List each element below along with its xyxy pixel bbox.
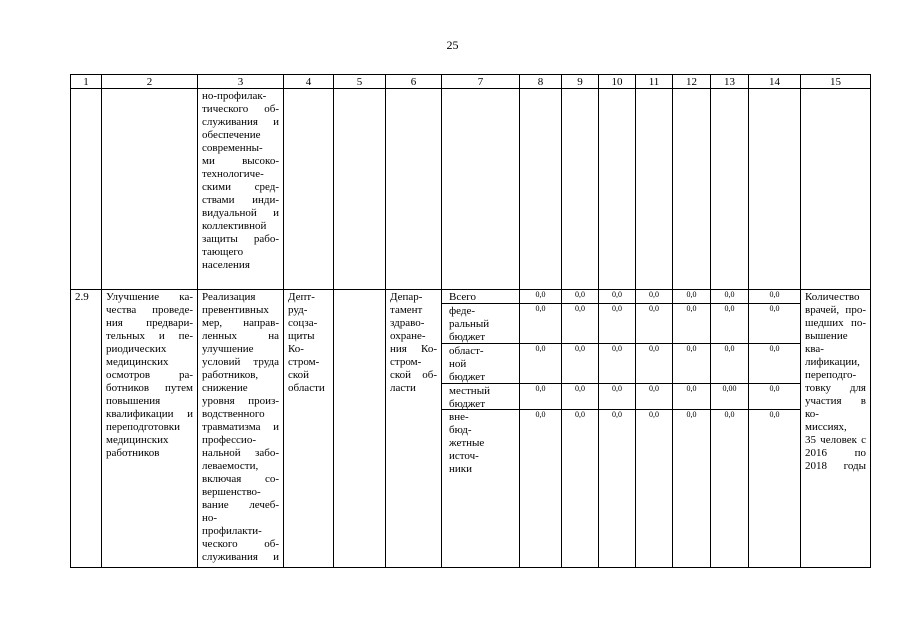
measure-line: улучшение <box>202 343 254 355</box>
task-description <box>102 290 198 568</box>
column-number: 9 <box>562 75 599 89</box>
task-line: переподготовки <box>106 421 180 433</box>
funding-source-label <box>442 384 519 410</box>
measure-text-line: ствами инди- <box>202 194 279 206</box>
funding-value: 0,0 <box>520 384 561 410</box>
funding-value: 0,0 <box>749 290 800 304</box>
source-line: Всего <box>449 291 476 303</box>
task-line: ботников путем <box>106 382 193 394</box>
source-line: бюд- <box>449 424 472 436</box>
funding-value: 0,0 <box>599 344 635 384</box>
funding-sources <box>442 290 520 568</box>
column-number: 4 <box>284 75 334 89</box>
funding-value: 0,0 <box>711 344 748 384</box>
executor-2-line: ской об- <box>390 369 437 381</box>
funding-value: 0,0 <box>673 304 710 344</box>
measure-description <box>198 290 284 568</box>
indicator-line: миссиях, <box>805 421 847 433</box>
indicator-line: вышение ква- <box>805 330 848 355</box>
task-line: осмотров ра- <box>106 369 193 381</box>
funding-value: 0,0 <box>673 290 710 304</box>
indicator-line: товку для <box>805 382 866 394</box>
measure-line: служивания и <box>202 551 279 563</box>
funding-values-col <box>711 290 749 568</box>
executor-2-line: здраво- <box>390 317 425 329</box>
empty-cell <box>334 290 386 568</box>
funding-value: 0,0 <box>599 304 635 344</box>
funding-value: 0,0 <box>749 344 800 384</box>
measure-line: профилакти- <box>202 525 262 537</box>
page-number: 25 <box>446 38 459 52</box>
funding-values-col <box>520 290 562 568</box>
task-line: работников <box>106 447 160 459</box>
measure-text-line: тического об- <box>202 103 279 115</box>
source-line: област- <box>449 345 484 357</box>
executor-1-line: соцза- <box>288 317 318 329</box>
column-number: 6 <box>386 75 442 89</box>
executor-1-line: руд- <box>288 304 308 316</box>
column-number-row <box>71 75 871 89</box>
executor-1-line: области <box>288 382 325 394</box>
program-table <box>70 74 871 568</box>
measure-text-line: технологиче- <box>202 168 264 180</box>
task-line: тельных и пе- <box>106 330 193 342</box>
funding-value: 0,0 <box>673 344 710 384</box>
funding-value: 0,0 <box>520 304 561 344</box>
funding-value: 0,0 <box>520 344 561 384</box>
measure-line: мер, направ- <box>202 317 279 329</box>
source-line: источ- <box>449 450 479 462</box>
source-line: вне- <box>449 411 469 423</box>
executor-1-line: ской <box>288 369 310 381</box>
executor-2-line: ласти <box>390 382 416 394</box>
indicator-line: Количество <box>805 291 860 303</box>
measure-line: но- <box>202 512 218 524</box>
measure-line: снижение <box>202 382 248 394</box>
indicator-line: 2016 по <box>805 447 866 459</box>
executor-2-line: охране- <box>390 330 426 342</box>
measure-text-line: современны- <box>202 142 263 154</box>
source-line: ники <box>449 463 473 475</box>
funding-source-label <box>442 344 519 384</box>
funding-source-label <box>442 410 519 567</box>
indicator-description <box>801 290 871 568</box>
measure-line: травматизма и <box>202 421 279 433</box>
funding-value: 0,0 <box>535 410 546 419</box>
column-number: 10 <box>599 75 636 89</box>
executor-1-line: щиты <box>288 330 315 342</box>
row-number: 2.9 <box>71 290 102 568</box>
funding-value: 0,0 <box>636 344 672 384</box>
measure-line: уровня произ- <box>202 395 279 407</box>
funding-value: 0,00 <box>711 384 748 410</box>
task-line: медицинских <box>106 434 169 446</box>
funding-values-col <box>749 290 801 568</box>
column-number: 7 <box>442 75 520 89</box>
measure-line: профессио- <box>202 434 256 446</box>
source-line: бюджет <box>449 371 485 383</box>
funding-value: 0,0 <box>562 384 598 410</box>
executor-1-line: Ко- <box>288 343 304 355</box>
indicator-line: переподго- <box>805 369 857 381</box>
indicator-line: шедших по- <box>805 317 866 329</box>
column-number: 13 <box>711 75 749 89</box>
funding-value: 0,0 <box>599 290 635 304</box>
task-line: медицинских <box>106 356 169 368</box>
indicator-line: участия в ко- <box>805 395 866 420</box>
measure-text-line: тающего <box>202 246 244 258</box>
indicator-line: 35 человек с <box>805 434 866 446</box>
measure-line: включая со- <box>202 473 279 485</box>
funding-value: 0,0 <box>636 384 672 410</box>
continuation-measure-text <box>198 89 284 290</box>
column-number: 8 <box>520 75 562 89</box>
measure-line: леваемости, <box>202 460 259 472</box>
task-line: риодических <box>106 343 167 355</box>
measure-text-line: видуальной и <box>202 207 279 219</box>
measure-line: вание лечеб- <box>202 499 279 511</box>
measure-line: нальной забо- <box>202 447 279 459</box>
column-number: 5 <box>334 75 386 89</box>
measure-line: ленных на <box>202 330 279 342</box>
measure-line: условий труда <box>202 356 279 368</box>
funding-value: 0,0 <box>520 290 561 304</box>
funding-values-col <box>636 290 673 568</box>
measure-text-line: служивания и <box>202 116 279 128</box>
measure-text-line: коллективной <box>202 220 267 232</box>
funding-value: 0,0 <box>562 290 598 304</box>
table-row-2-9 <box>71 290 871 568</box>
column-number: 15 <box>801 75 871 89</box>
executor-1 <box>284 290 334 568</box>
funding-value: 0,0 <box>636 290 672 304</box>
measure-text-line: скими сред- <box>202 181 279 193</box>
funding-value: 0,0 <box>649 410 659 419</box>
column-number: 12 <box>673 75 711 89</box>
measure-line: работников, <box>202 369 259 381</box>
executor-1-line: стром- <box>288 356 320 368</box>
measure-text-line: обеспечение <box>202 129 261 141</box>
indicator-line: 2018 годы <box>805 460 866 472</box>
source-line: бюджет <box>449 331 485 343</box>
column-number: 1 <box>71 75 102 89</box>
executor-2 <box>386 290 442 568</box>
task-line: ния предвари- <box>106 317 193 329</box>
executor-2-line: ния Ко- <box>390 343 437 355</box>
funding-value: 0,0 <box>562 344 598 384</box>
column-number: 3 <box>198 75 284 89</box>
task-line: чества проведе- <box>106 304 193 316</box>
funding-source-label <box>442 290 519 304</box>
funding-value: 0,0 <box>711 290 748 304</box>
measure-text-line: защиты рабо- <box>202 233 279 245</box>
measure-text-line: населения <box>202 259 250 271</box>
funding-value: 0,0 <box>562 304 598 344</box>
funding-value: 0,0 <box>636 304 672 344</box>
executor-1-line: Депт- <box>288 291 315 303</box>
source-line: бюджет <box>449 398 485 410</box>
executor-2-line: тамент <box>390 304 423 316</box>
funding-source-label <box>442 304 519 344</box>
funding-values-col <box>599 290 636 568</box>
measure-line: превентивных <box>202 304 269 316</box>
measure-line: Реализация <box>202 291 256 303</box>
task-line: квалификации и <box>106 408 193 420</box>
column-number: 11 <box>636 75 673 89</box>
funding-value: 0,0 <box>686 410 697 419</box>
funding-value: 0,0 <box>769 410 780 419</box>
source-line: ной <box>449 358 467 370</box>
measure-text-line: ми высоко- <box>202 155 279 167</box>
funding-values-col <box>562 290 599 568</box>
funding-value: 0,0 <box>612 410 622 419</box>
indicator-line: лификации, <box>805 356 860 368</box>
source-line: жетные <box>449 437 485 449</box>
measure-line: ческого об- <box>202 538 279 550</box>
funding-value: 0,0 <box>749 304 800 344</box>
task-line: повышения <box>106 395 161 407</box>
column-number: 2 <box>102 75 198 89</box>
source-line: ральный <box>449 318 490 330</box>
executor-2-line: Депар- <box>390 291 423 303</box>
source-line: феде- <box>449 305 476 317</box>
funding-value: 0,0 <box>673 384 710 410</box>
funding-value: 0,0 <box>575 410 585 419</box>
funding-values-col <box>673 290 711 568</box>
continuation-row <box>71 89 871 290</box>
task-line: Улучшение ка- <box>106 291 193 303</box>
measure-line: вершенство- <box>202 486 261 498</box>
column-number: 14 <box>749 75 801 89</box>
measure-line: водственного <box>202 408 265 420</box>
executor-2-line: стром- <box>390 356 422 368</box>
funding-value: 0,0 <box>724 410 735 419</box>
indicator-line: врачей, про- <box>805 304 866 316</box>
source-line: местный <box>449 385 490 397</box>
funding-value: 0,0 <box>599 384 635 410</box>
funding-value: 0,0 <box>749 384 800 410</box>
measure-text-line: но-профилак- <box>202 90 267 102</box>
funding-value: 0,0 <box>711 304 748 344</box>
